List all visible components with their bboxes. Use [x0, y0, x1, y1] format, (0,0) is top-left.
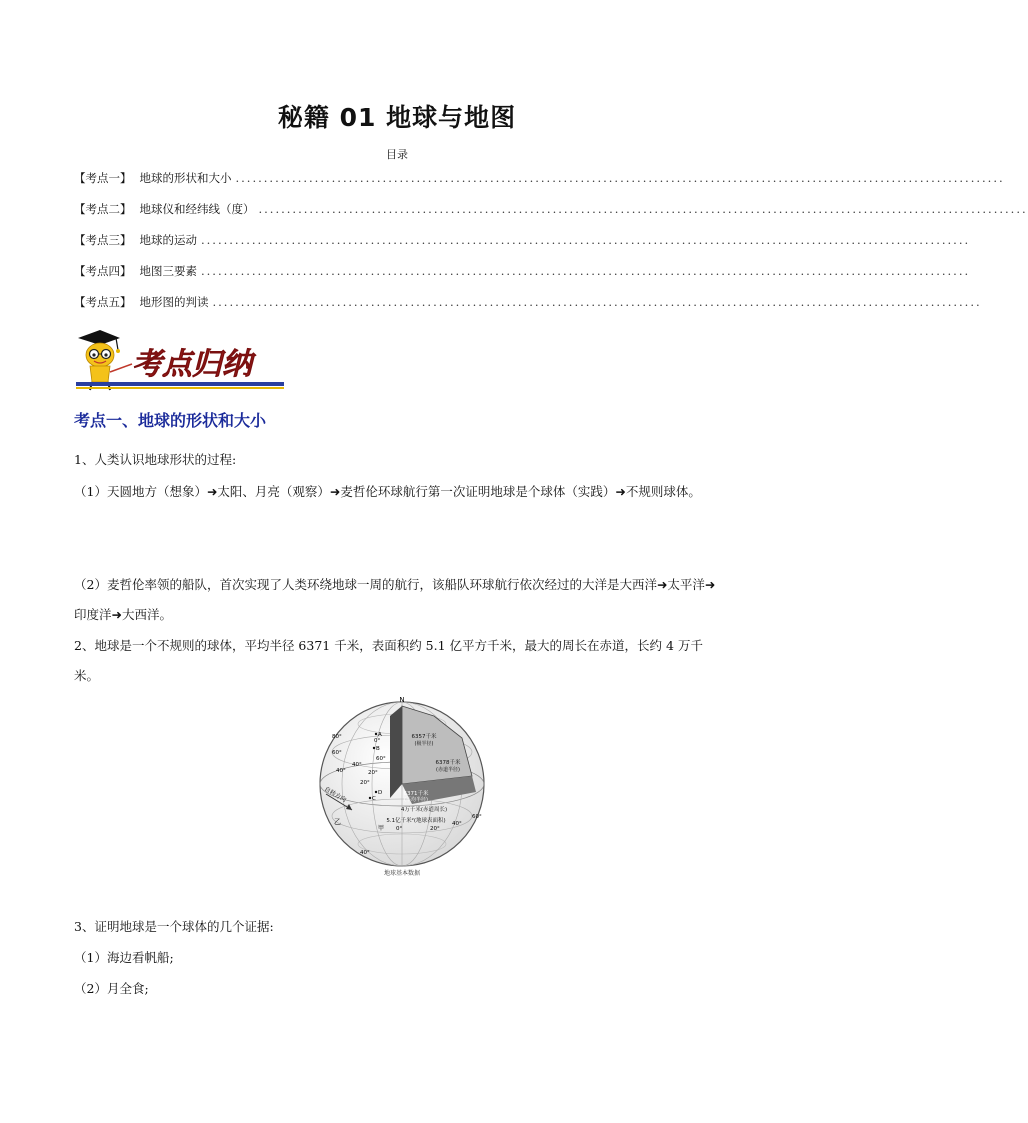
paragraph: （2）麦哲伦率领的船队，首次实现了人类环绕地球一周的航行，该船队环球航行依次经过的大洋是大西洋➜太平洋➜印度洋➜大西洋。 [74, 577, 716, 622]
toc-item[interactable] [74, 263, 971, 294]
toc-text: 地球的形状和大小 [139, 171, 232, 185]
toc-heading: 目录 [386, 148, 408, 161]
point-c-label: C [372, 796, 376, 802]
banner-text: 考点归纳 [132, 347, 252, 382]
point-jia-label: 甲 [378, 825, 385, 832]
paragraph: 2、地球是一个不规则的球体，平均半径 6371 千米，表面积约 5.1 亿平方千米，最大的周长在赤道，长约 4 万千米。 [74, 638, 703, 683]
table-of-contents [74, 170, 1028, 325]
toc-tag: 【考点三】 [74, 233, 132, 247]
latitude-label: 20° [360, 780, 370, 786]
point-b-label: B [376, 746, 380, 752]
scholar-mascot-icon [78, 330, 132, 390]
latitude-label: 60° [332, 750, 342, 756]
equatorial-radius-label: 6378千米 [435, 760, 461, 766]
toc-item[interactable] [74, 294, 982, 325]
longitude-label: 40° [360, 850, 370, 856]
toc-leader: ........................................................................................................................................ [212, 295, 982, 309]
longitude-label: 60° [376, 756, 386, 762]
mean-radius-label: 6371千米 [403, 791, 429, 797]
toc-text: 地形图的判读 [139, 295, 209, 309]
toc-leader: ........................................................................................................................................ [201, 264, 971, 278]
longitude-label: 20° [368, 770, 378, 776]
toc-item[interactable] [74, 232, 971, 263]
toc-leader: ........................................................................................................................................ [201, 233, 971, 247]
section-title: 考点一、地球的形状和大小 [74, 411, 267, 430]
toc-tag: 【考点二】 [74, 202, 132, 216]
paragraph: （2）月全食; [74, 981, 149, 996]
toc-leader: ........................................................................................................................................ [258, 202, 1028, 216]
toc-tag: 【考点五】 [74, 295, 132, 309]
toc-tag: 【考点一】 [74, 171, 132, 185]
banner-underline [76, 382, 284, 386]
polar-radius-label: 6357千米 [411, 734, 437, 740]
longitude-label: 40° [452, 821, 462, 827]
surface-area-label: 5.1亿千米²(地球表面积) [386, 818, 446, 824]
toc-item[interactable] [74, 201, 1028, 232]
equatorial-radius-sublabel: (赤道半径) [436, 767, 460, 773]
banner-underline-accent [76, 387, 284, 389]
figure-caption: 地球基本数据 [383, 870, 420, 877]
polar-radius-sublabel: (极半径) [414, 741, 434, 747]
longitude-label: 20° [430, 826, 440, 832]
globe-figure [312, 694, 492, 878]
toc-text: 地球的运动 [139, 233, 197, 247]
circumference-label: 4万千米(赤道周长) [400, 807, 448, 813]
longitude-label: 0° [396, 826, 403, 832]
paragraph: （1）海边看帆船; [74, 950, 174, 965]
paragraph: （1）天圆地方（想象）➜太阳、月亮（观察）➜麦哲伦环球航行第一次证明地球是个球体（实践）➜不规则球体。 [74, 484, 701, 499]
longitude-label: 60° [472, 814, 482, 820]
toc-tag: 【考点四】 [74, 264, 132, 278]
longitude-label: 80° [332, 734, 342, 740]
latitude-label: 40° [336, 768, 346, 774]
point-d-label: D [378, 790, 383, 796]
latitude-label: 0° [374, 738, 381, 744]
toc-text: 地图三要素 [139, 264, 197, 278]
mean-radius-sublabel: (平均半径) [404, 797, 428, 803]
paragraph: 1、人类认识地球形状的过程: [74, 452, 237, 467]
longitude-label: 40° [352, 762, 362, 768]
toc-item[interactable] [74, 170, 1005, 201]
rotation-direction-label: 自转方向 [323, 785, 348, 804]
toc-text: 地球仪和经纬线（度） [139, 202, 255, 216]
kaodian-guina-banner [70, 328, 290, 396]
toc-leader: ........................................................................................................................................ [235, 171, 1005, 185]
north-label: N [399, 696, 405, 704]
paragraph: 3、证明地球是一个球体的几个证据: [74, 919, 274, 934]
point-yi-label: 乙 [334, 818, 341, 826]
point-a-label: A [378, 732, 382, 738]
page-title: 秘籍 01 地球与地图 [277, 103, 517, 132]
